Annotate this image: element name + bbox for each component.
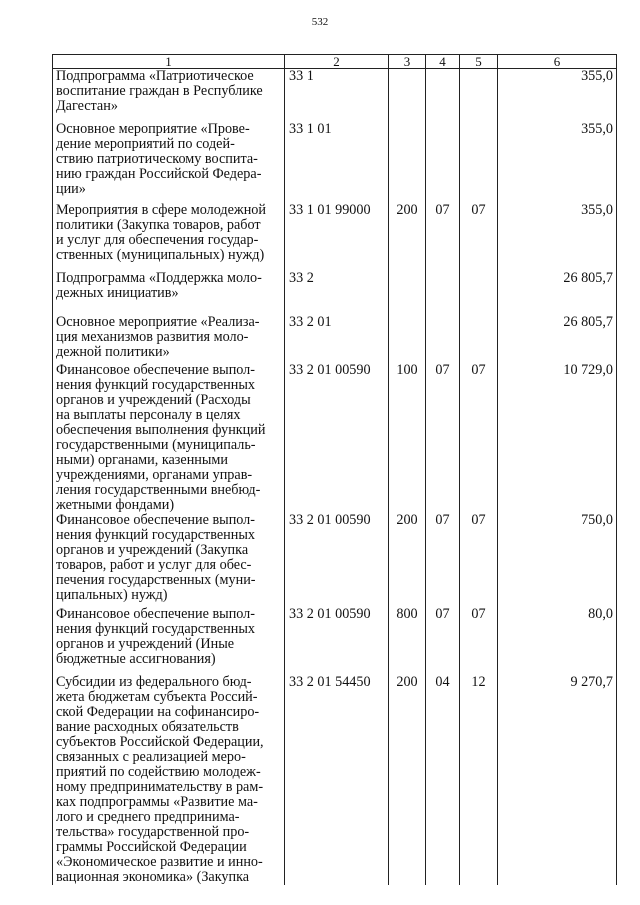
row-amount: 355,0 <box>498 122 617 203</box>
row-name-line: приятий по содействию молодеж- <box>56 763 261 780</box>
row-section: 07 <box>426 363 460 513</box>
row-name-line: ствию патриотическому воспита- <box>56 150 258 167</box>
row-name <box>53 271 285 315</box>
row-name-line: ственных (муниципальных) нужд) <box>56 246 265 263</box>
row-name-line: органов и учреждений (Иные <box>56 635 235 652</box>
row-section: 07 <box>426 607 460 675</box>
row-name-line: Мероприятия в сфере молодежной <box>56 201 266 218</box>
row-amount: 26 805,7 <box>498 271 617 315</box>
row-name-line: Субсидии из федерального бюд- <box>56 673 252 690</box>
row-amount: 80,0 <box>498 607 617 675</box>
row-name-line: связанных с реализацией меро- <box>56 748 246 765</box>
table-row <box>53 271 617 315</box>
row-name-line: Основное мероприятие «Реализа- <box>56 313 260 330</box>
row-name-line: жета бюджетам субъекта Россий- <box>56 688 258 705</box>
row-section <box>426 271 460 315</box>
row-name-line: Дагестан» <box>56 98 118 114</box>
row-name <box>53 315 285 363</box>
header-col-6: 6 <box>498 55 617 69</box>
row-name-line: нения функций государственных <box>56 526 255 543</box>
row-name-line: Финансовое обеспечение выпол- <box>56 511 255 528</box>
row-subsection <box>460 69 498 122</box>
row-name-line: граммы Российской Федерации <box>56 838 247 855</box>
row-name-line: тельства» государственной про- <box>56 823 250 840</box>
header-row <box>53 55 617 69</box>
row-name-line: вание расходных обязательств <box>56 718 239 735</box>
row-code: 33 1 01 <box>285 122 389 203</box>
row-name-line: Основное мероприятие «Прове- <box>56 120 250 137</box>
row-code: 33 1 <box>285 69 389 122</box>
row-name-line: бюджетные ассигнования) <box>56 650 216 667</box>
row-type <box>389 69 426 122</box>
row-amount: 10 729,0 <box>498 363 617 513</box>
row-code: 33 1 01 99000 <box>285 203 389 271</box>
row-type: 100 <box>389 363 426 513</box>
row-name-line: товаров, работ и услуг для обес- <box>56 556 252 573</box>
row-code: 33 2 <box>285 271 389 315</box>
row-name-line: Подпрограмма «Патриотическое <box>56 68 254 84</box>
header-col-2: 2 <box>285 55 389 69</box>
row-name <box>53 363 285 513</box>
row-name-line: ской Федерации на софинансиро- <box>56 703 260 720</box>
row-name-line: ципальных) нужд) <box>56 586 168 603</box>
row-name-line: на выплаты персоналу в целях <box>56 406 241 423</box>
row-name <box>53 513 285 607</box>
row-name-line: органов и учреждений (Закупка <box>56 541 249 558</box>
row-type: 200 <box>389 675 426 885</box>
row-amount: 355,0 <box>498 203 617 271</box>
row-name-line: государственными (муниципаль- <box>56 436 256 453</box>
row-section <box>426 69 460 122</box>
row-name-line: жетными фондами) <box>56 496 175 513</box>
row-name <box>53 675 285 885</box>
row-name-line: нения функций государственных <box>56 376 255 393</box>
row-name <box>53 69 285 122</box>
row-name-line: ция механизмов развития моло- <box>56 328 249 345</box>
row-amount: 26 805,7 <box>498 315 617 363</box>
table-row <box>53 513 617 607</box>
row-type: 800 <box>389 607 426 675</box>
row-name-line: вационная экономика» (Закупка <box>56 868 250 885</box>
table-row <box>53 675 617 885</box>
row-subsection <box>460 122 498 203</box>
row-name-line: обеспечения выполнения функций <box>56 421 266 438</box>
row-subsection: 07 <box>460 513 498 607</box>
row-name <box>53 203 285 271</box>
row-name-line: лого и среднего предпринима- <box>56 808 240 825</box>
row-name-line: печения государственных (муни- <box>56 571 256 588</box>
row-code: 33 2 01 54450 <box>285 675 389 885</box>
row-code: 33 2 01 <box>285 315 389 363</box>
header-col-1: 1 <box>53 55 285 69</box>
row-section <box>426 122 460 203</box>
table-row <box>53 607 617 675</box>
row-name-line: дежных инициатив» <box>56 284 179 301</box>
row-name-line: дение мероприятий по содей- <box>56 135 235 152</box>
row-name-line: Финансовое обеспечение выпол- <box>56 361 255 378</box>
row-amount: 750,0 <box>498 513 617 607</box>
row-name <box>53 607 285 675</box>
row-name-line: органов и учреждений (Расходы <box>56 391 251 408</box>
table-row <box>53 122 617 203</box>
row-name-line: ному предпринимательству в рам- <box>56 778 264 795</box>
row-name-line: ках подпрограммы «Развитие ма- <box>56 793 258 810</box>
row-name-line: ции» <box>56 180 86 197</box>
row-section: 07 <box>426 203 460 271</box>
table-row <box>53 69 617 122</box>
row-subsection: 07 <box>460 363 498 513</box>
page-number: 532 <box>311 16 329 28</box>
row-type <box>389 122 426 203</box>
row-subsection: 07 <box>460 607 498 675</box>
row-name-line: Подпрограмма «Поддержка моло- <box>56 269 262 286</box>
row-name-line: и услуг для обеспечения государ- <box>56 231 259 248</box>
row-name-line: политики (Закупка товаров, работ <box>56 216 261 233</box>
header-col-4: 4 <box>426 55 460 69</box>
row-subsection <box>460 271 498 315</box>
row-name <box>53 122 285 203</box>
row-name-line: ления государственными внебюд- <box>56 481 261 498</box>
row-name-line: нения функций государственных <box>56 620 255 637</box>
row-type: 200 <box>389 513 426 607</box>
row-type <box>389 271 426 315</box>
row-subsection: 07 <box>460 203 498 271</box>
row-name-line: ными) органами, казенными <box>56 451 228 468</box>
row-name-line: дежной политики» <box>56 343 170 360</box>
header-col-3: 3 <box>389 55 426 69</box>
row-name-line: Финансовое обеспечение выпол- <box>56 605 255 622</box>
row-name-line: воспитание граждан в Республике <box>56 83 263 99</box>
row-name-line: субъектов Российской Федерации, <box>56 733 264 750</box>
row-section <box>426 315 460 363</box>
row-section: 07 <box>426 513 460 607</box>
table-row <box>53 315 617 363</box>
row-section: 04 <box>426 675 460 885</box>
row-code: 33 2 01 00590 <box>285 363 389 513</box>
row-code: 33 2 01 00590 <box>285 607 389 675</box>
row-name-line: учреждениями, органами управ- <box>56 466 253 483</box>
row-code: 33 2 01 00590 <box>285 513 389 607</box>
table-row <box>53 203 617 271</box>
header-col-5: 5 <box>460 55 498 69</box>
budget-table <box>52 54 617 885</box>
row-type: 200 <box>389 203 426 271</box>
row-amount: 355,0 <box>498 69 617 122</box>
table-row <box>53 363 617 513</box>
row-amount: 9 270,7 <box>498 675 617 885</box>
row-type <box>389 315 426 363</box>
row-subsection <box>460 315 498 363</box>
row-name-line: «Экономическое развитие и инно- <box>56 853 263 870</box>
row-name-line: нию граждан Российской Федера- <box>56 165 262 182</box>
row-subsection: 12 <box>460 675 498 885</box>
